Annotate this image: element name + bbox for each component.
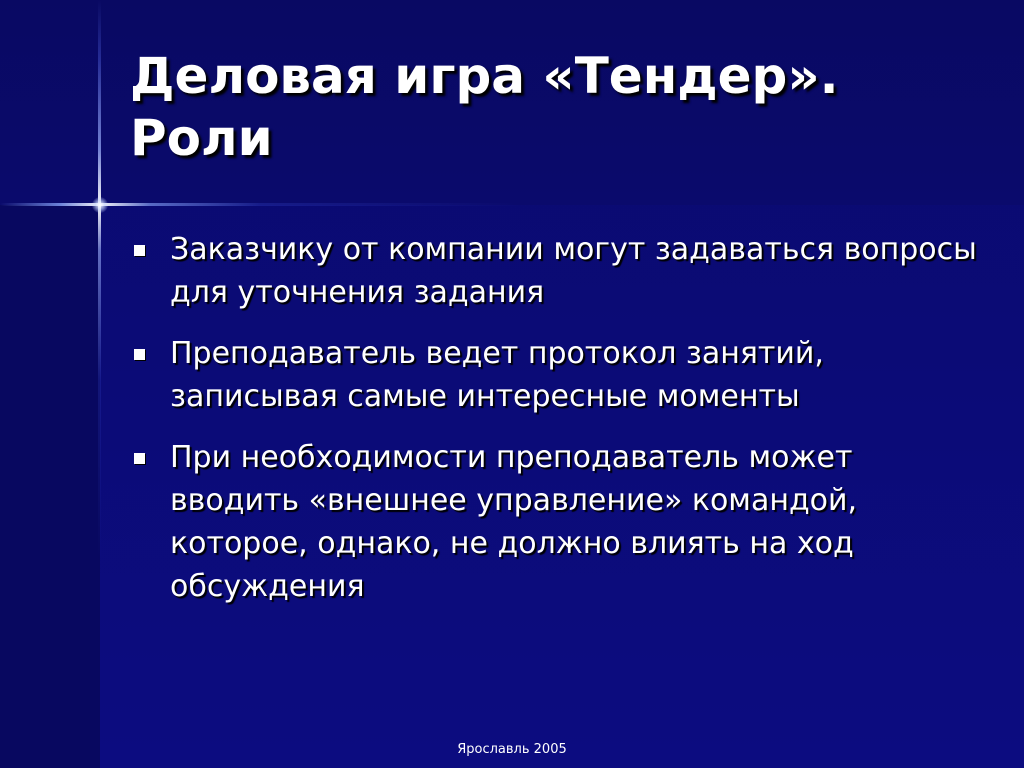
square-bullet-icon [134, 349, 145, 360]
slide-title-line-2: Роли [130, 109, 273, 167]
bullet-text: Заказчику от компании могут задаваться вопросы для уточнения задания [170, 232, 977, 310]
vertical-light-line [98, 0, 101, 768]
square-bullet-icon [134, 245, 145, 256]
bullet-text: При необходимости преподаватель может вводить «внешнее управление» командой, которое, однако, не должно влиять на ход обсуждения [170, 440, 858, 604]
bullet-item [130, 436, 980, 608]
horizontal-light-line [0, 203, 1024, 206]
bullet-item [130, 332, 980, 418]
slide-title-line-1: Деловая игра «Тендер». [130, 47, 839, 105]
bullet-list [130, 228, 980, 626]
bullet-item [130, 228, 980, 314]
square-bullet-icon [134, 453, 145, 464]
sparkle-icon [92, 197, 108, 213]
slide-footer: Ярославль 2005 [457, 742, 567, 757]
slide-title [130, 45, 990, 169]
bullet-text: Преподаватель ведет протокол занятий, записывая самые интересные моменты [170, 336, 824, 414]
